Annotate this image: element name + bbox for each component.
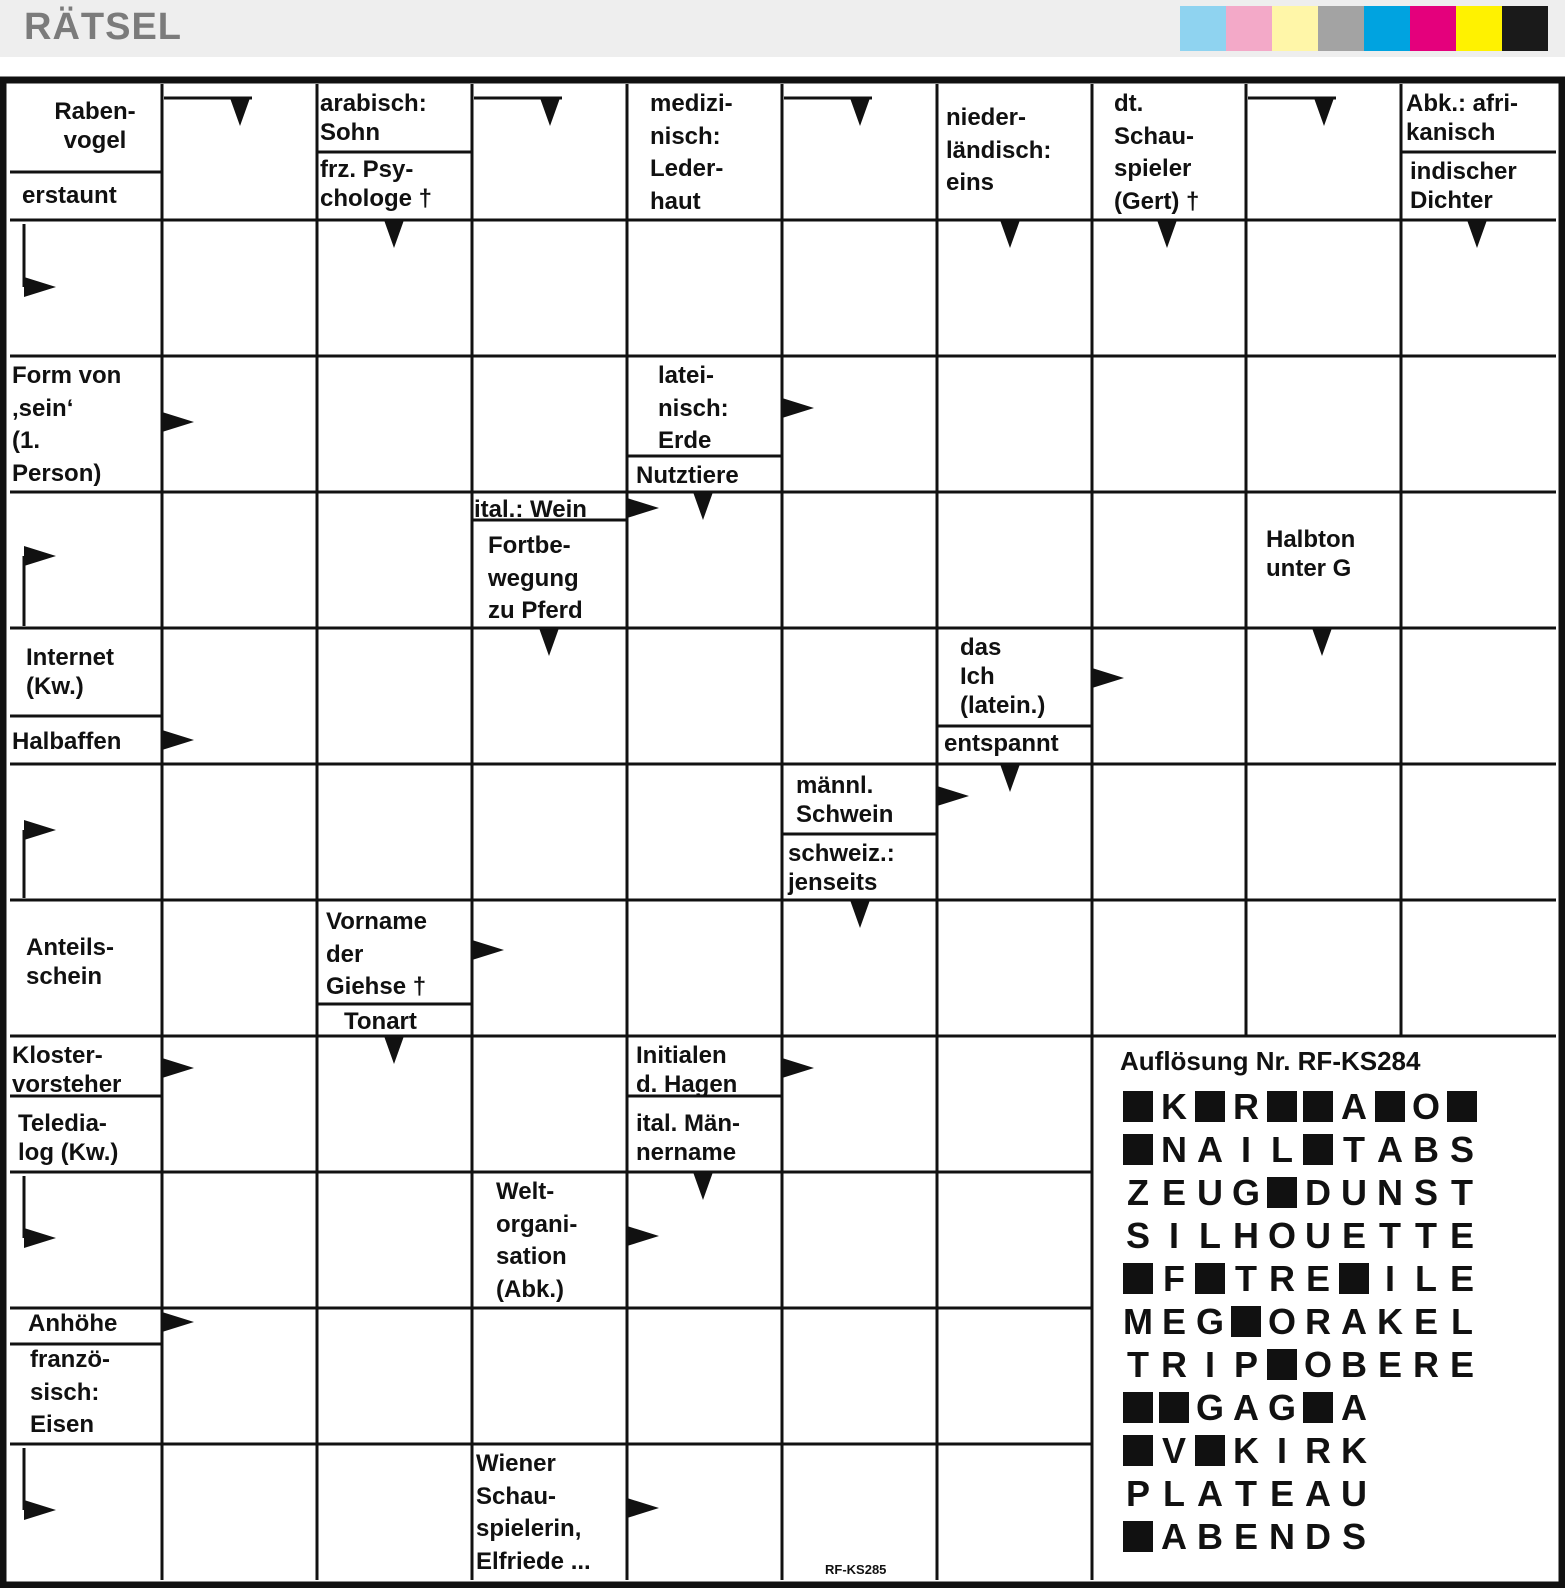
clue-c8 xyxy=(1406,90,1518,148)
arrow-down-icon xyxy=(850,98,870,126)
solution-row xyxy=(1120,1171,1480,1214)
solution-letter: R xyxy=(1269,1258,1295,1299)
solution-block xyxy=(1156,1386,1192,1429)
clue-line: Eisen xyxy=(30,1411,95,1439)
clue-line: spielerin, xyxy=(476,1515,582,1543)
solution-letter: U xyxy=(1197,1172,1223,1213)
clue-line: sisch: xyxy=(30,1378,100,1406)
solution-letter: G xyxy=(1195,1301,1224,1342)
solution-letter: T xyxy=(1235,1258,1257,1299)
solution-letter: T xyxy=(1451,1172,1473,1213)
clue-c24 xyxy=(344,1008,417,1037)
solution-block xyxy=(1228,1300,1264,1343)
page-title: RÄTSEL xyxy=(24,6,182,48)
solution-letter: E xyxy=(1377,1344,1402,1385)
clue-line: vorsteher xyxy=(12,1070,122,1098)
solution-letter: E xyxy=(1449,1344,1474,1385)
clue-line: vogel xyxy=(63,126,127,154)
solution-letter: I xyxy=(1204,1344,1215,1385)
solution-letter: L xyxy=(1415,1258,1437,1299)
clue-c12 xyxy=(636,462,739,491)
clue-line: schweiz.: xyxy=(788,840,895,867)
clue-line: frz. Psy- xyxy=(320,156,414,183)
solution-block xyxy=(1444,1085,1480,1128)
clue-c11 xyxy=(658,360,729,458)
solution-panel xyxy=(1120,1046,1480,1558)
arrow-down-icon xyxy=(384,1036,404,1064)
clue-c18 xyxy=(960,634,1045,720)
clue-c31 xyxy=(30,1344,110,1442)
solution-letter: D xyxy=(1305,1172,1331,1213)
arrow-down-icon xyxy=(1000,764,1020,792)
solution-row xyxy=(1120,1386,1480,1429)
solution-letter: T xyxy=(1235,1473,1257,1514)
clue-c26 xyxy=(18,1110,118,1168)
clue-line: unter G xyxy=(1266,554,1352,582)
clue-c19 xyxy=(944,730,1059,759)
clue-line: spieler xyxy=(1114,155,1192,183)
clue-line: Halbaffen xyxy=(12,728,122,755)
clue-c4 xyxy=(320,156,432,214)
solution-row xyxy=(1120,1429,1480,1472)
arrow-right-icon xyxy=(162,1312,194,1332)
black-square-icon xyxy=(1123,1392,1153,1423)
black-square-icon xyxy=(1303,1091,1333,1122)
solution-letter: R xyxy=(1305,1430,1331,1471)
clue-line: Erde xyxy=(658,427,712,455)
arrow-down-icon xyxy=(540,98,560,126)
clue-line: nername xyxy=(636,1138,737,1166)
clue-line: wegung xyxy=(488,564,579,592)
clue-c15 xyxy=(1266,526,1355,584)
clue-line: Vorname xyxy=(326,908,427,935)
clue-line: sation xyxy=(496,1243,567,1271)
solution-letter: B xyxy=(1341,1344,1367,1385)
clue-c16 xyxy=(26,644,114,702)
black-square-icon xyxy=(1375,1091,1405,1122)
clue-line: Elfriede ... xyxy=(476,1547,591,1575)
arrow-down-icon xyxy=(230,98,250,126)
clue-line: der xyxy=(326,940,364,968)
clue-line: entspannt xyxy=(944,730,1059,757)
solution-letter: I xyxy=(1240,1129,1251,1170)
clue-line: (Abk.) xyxy=(496,1275,564,1303)
clue-line: (latein.) xyxy=(960,691,1046,719)
clue-line: Raben- xyxy=(54,98,136,125)
clue-line: medizi- xyxy=(650,90,733,117)
arrow-down-icon xyxy=(1312,628,1332,656)
solution-letter: T xyxy=(1415,1215,1437,1256)
clue-c21 xyxy=(788,840,895,898)
solution-row xyxy=(1120,1214,1480,1257)
arrow-down-icon xyxy=(384,220,404,248)
black-square-icon xyxy=(1195,1263,1225,1294)
clue-c9 xyxy=(1410,158,1517,216)
arrow-right-icon xyxy=(24,820,56,840)
solution-letter: D xyxy=(1305,1516,1331,1557)
solution-letter: E xyxy=(1449,1215,1474,1256)
solution-row xyxy=(1120,1343,1480,1386)
solution-letter: M xyxy=(1123,1301,1153,1342)
solution-letter: E xyxy=(1161,1172,1186,1213)
clue-c25 xyxy=(12,1042,121,1100)
solution-letter: S xyxy=(1449,1129,1474,1170)
solution-row xyxy=(1120,1085,1480,1128)
clue-line: nieder- xyxy=(946,104,1027,131)
solution-block xyxy=(1300,1128,1336,1171)
arrow-right-icon xyxy=(1092,668,1124,688)
clue-c23 xyxy=(326,906,427,1004)
solution-letter: O xyxy=(1267,1215,1296,1256)
clue-line: Form von xyxy=(12,362,122,389)
black-square-icon xyxy=(1123,1134,1153,1165)
solution-letter: L xyxy=(1199,1215,1221,1256)
solution-letter: K xyxy=(1161,1086,1187,1127)
solution-letter: A xyxy=(1197,1473,1223,1514)
black-square-icon xyxy=(1123,1435,1153,1466)
clue-line: Dichter xyxy=(1410,186,1493,214)
clue-line: zu Pferd xyxy=(488,597,583,625)
black-square-icon xyxy=(1447,1091,1477,1122)
solution-letter: I xyxy=(1384,1258,1395,1299)
solution-block xyxy=(1336,1257,1372,1300)
solution-block xyxy=(1120,1386,1156,1429)
arrow-right-icon xyxy=(937,786,969,806)
clue-c10 xyxy=(12,360,121,491)
solution-block xyxy=(1300,1386,1336,1429)
clue-line: Schau- xyxy=(1114,122,1195,150)
solution-letter: G xyxy=(1267,1387,1296,1428)
clue-line: Person) xyxy=(12,459,102,487)
black-square-icon xyxy=(1231,1306,1261,1337)
clue-c13 xyxy=(474,496,587,525)
solution-block xyxy=(1120,1515,1156,1558)
solution-letter: B xyxy=(1197,1516,1223,1557)
solution-letter: Z xyxy=(1127,1172,1149,1213)
solution-letter: U xyxy=(1341,1473,1367,1514)
solution-block xyxy=(1264,1171,1300,1214)
clue-line: Tonart xyxy=(344,1008,417,1035)
solution-letter: A xyxy=(1341,1387,1367,1428)
clue-line: Giehse † xyxy=(326,973,427,1001)
solution-letter: R xyxy=(1413,1344,1439,1385)
solution-letter: L xyxy=(1163,1473,1185,1514)
clue-line: Anhöhe xyxy=(28,1310,118,1337)
arrow-right-icon xyxy=(162,1058,194,1078)
arrow-down-icon xyxy=(1000,220,1020,248)
clue-line: Nutztiere xyxy=(636,462,739,489)
clue-c1 xyxy=(30,98,160,156)
black-square-icon xyxy=(1303,1134,1333,1165)
clue-line: Initialen xyxy=(636,1042,727,1069)
puzzle-code: RF-KS285 xyxy=(825,1562,887,1577)
solution-row xyxy=(1120,1472,1480,1515)
clue-line: Wiener xyxy=(476,1450,556,1477)
clue-line: ‚sein‘ xyxy=(12,394,74,422)
clue-line: log (Kw.) xyxy=(18,1138,119,1166)
clue-line: jenseits xyxy=(788,868,878,896)
clue-line: schein xyxy=(26,962,103,990)
solution-letter: K xyxy=(1233,1430,1259,1471)
clue-line: (Gert) † xyxy=(1114,187,1200,215)
solution-letter: A xyxy=(1161,1516,1187,1557)
solution-row xyxy=(1120,1300,1480,1343)
clue-line: männl. xyxy=(796,772,874,799)
solution-letter: V xyxy=(1161,1430,1186,1471)
clue-line: ital. Män- xyxy=(636,1110,741,1137)
solution-block xyxy=(1264,1085,1300,1128)
arrow-right-icon xyxy=(24,546,56,566)
solution-letter: U xyxy=(1305,1215,1331,1256)
solution-letter: A xyxy=(1305,1473,1331,1514)
solution-letter: O xyxy=(1411,1086,1440,1127)
solution-letter: A xyxy=(1197,1129,1223,1170)
solution-letter: E xyxy=(1233,1516,1258,1557)
solution-letter: H xyxy=(1233,1215,1259,1256)
solution-letter: F xyxy=(1163,1258,1185,1299)
black-square-icon xyxy=(1267,1177,1297,1208)
solution-letter: A xyxy=(1341,1086,1367,1127)
clue-line: (1. xyxy=(12,427,41,455)
solution-letter: A xyxy=(1233,1387,1259,1428)
clue-c28 xyxy=(636,1110,740,1168)
clue-c3 xyxy=(320,90,427,148)
clue-line: Ich xyxy=(960,662,995,690)
solution-letter: T xyxy=(1127,1344,1149,1385)
solution-block xyxy=(1300,1085,1336,1128)
clue-c14 xyxy=(488,530,583,628)
solution-letter: N xyxy=(1161,1129,1187,1170)
solution-block xyxy=(1192,1257,1228,1300)
clue-line: haut xyxy=(650,187,701,215)
black-square-icon xyxy=(1195,1435,1225,1466)
solution-block xyxy=(1264,1343,1300,1386)
clue-line: arabisch: xyxy=(320,90,427,117)
clue-line: Internet xyxy=(26,644,115,671)
clue-c17 xyxy=(12,728,121,757)
arrow-down-icon xyxy=(1467,220,1487,248)
clue-line: ländisch: xyxy=(946,136,1052,164)
arrow-right-icon xyxy=(24,1228,56,1248)
clue-c27 xyxy=(636,1042,737,1100)
clue-line: (Kw.) xyxy=(26,672,84,700)
solution-letter: E xyxy=(1305,1258,1330,1299)
solution-title: Auflösung Nr. RF-KS284 xyxy=(1120,1046,1421,1076)
clue-line: kanisch xyxy=(1406,118,1496,146)
solution-grid xyxy=(1120,1085,1480,1558)
solution-letter: N xyxy=(1377,1172,1403,1213)
arrow-right-icon xyxy=(627,498,659,518)
solution-letter: P xyxy=(1233,1344,1258,1385)
solution-letter: R xyxy=(1305,1301,1331,1342)
clue-c29 xyxy=(496,1176,577,1307)
clue-c6 xyxy=(946,102,1051,200)
black-square-icon xyxy=(1267,1349,1297,1380)
clue-line: Welt- xyxy=(496,1178,555,1205)
solution-letter: O xyxy=(1267,1301,1296,1342)
clue-line: Fortbe- xyxy=(488,532,571,559)
clue-line: Schwein xyxy=(796,800,894,828)
arrow-right-icon xyxy=(472,940,504,960)
solution-letter: N xyxy=(1269,1516,1295,1557)
clue-line: organi- xyxy=(496,1210,578,1238)
arrow-right-icon xyxy=(627,1226,659,1246)
solution-letter: L xyxy=(1451,1301,1473,1342)
solution-block xyxy=(1120,1085,1156,1128)
arrow-right-icon xyxy=(24,277,56,297)
arrow-down-icon xyxy=(1314,98,1334,126)
solution-letter: R xyxy=(1233,1086,1259,1127)
arrow-right-icon xyxy=(162,412,194,432)
arrow-right-icon xyxy=(782,398,814,418)
clue-line: franzö- xyxy=(30,1346,110,1373)
solution-letter: I xyxy=(1276,1430,1287,1471)
solution-letter: S xyxy=(1341,1516,1366,1557)
clue-line: Abk.: afri- xyxy=(1406,90,1519,117)
clue-c2 xyxy=(22,182,117,211)
solution-letter: B xyxy=(1413,1129,1439,1170)
clue-c22 xyxy=(26,934,114,992)
black-square-icon xyxy=(1303,1392,1333,1423)
black-square-icon xyxy=(1123,1263,1153,1294)
clue-line: latei- xyxy=(658,362,715,389)
solution-letter: A xyxy=(1341,1301,1367,1342)
black-square-icon xyxy=(1267,1091,1297,1122)
clue-c30 xyxy=(28,1310,117,1339)
solution-block xyxy=(1120,1429,1156,1472)
solution-letter: T xyxy=(1379,1215,1401,1256)
clue-line: erstaunt xyxy=(22,182,117,209)
clue-line: nisch: xyxy=(658,394,729,422)
black-square-icon xyxy=(1123,1521,1153,1552)
solution-row xyxy=(1120,1128,1480,1171)
clue-line: nisch: xyxy=(650,122,721,150)
clue-c32 xyxy=(476,1448,591,1579)
clue-line: indischer xyxy=(1410,158,1517,185)
clue-line: d. Hagen xyxy=(636,1070,738,1098)
solution-block xyxy=(1120,1128,1156,1171)
arrow-down-icon xyxy=(539,628,559,656)
arrow-down-icon xyxy=(1157,220,1177,248)
solution-letter: S xyxy=(1413,1172,1438,1213)
solution-block xyxy=(1192,1085,1228,1128)
solution-block xyxy=(1192,1429,1228,1472)
clue-line: Anteils- xyxy=(26,934,115,961)
solution-letter: G xyxy=(1195,1387,1224,1428)
solution-letter: P xyxy=(1125,1473,1150,1514)
black-square-icon xyxy=(1195,1091,1225,1122)
solution-letter: E xyxy=(1161,1301,1186,1342)
clue-line: Schau- xyxy=(476,1482,557,1510)
clue-c5 xyxy=(650,88,733,219)
arrow-down-icon xyxy=(693,1172,713,1200)
clue-line: Teledia- xyxy=(18,1110,107,1137)
solution-letter: I xyxy=(1168,1215,1179,1256)
solution-letter: T xyxy=(1343,1129,1365,1170)
solution-letter: K xyxy=(1341,1430,1367,1471)
solution-block xyxy=(1372,1085,1408,1128)
clue-line: Kloster- xyxy=(12,1042,103,1069)
arrow-down-icon xyxy=(850,900,870,928)
clue-line: dt. xyxy=(1114,90,1144,117)
solution-letter: S xyxy=(1125,1215,1150,1256)
solution-row xyxy=(1120,1257,1480,1300)
clue-line: eins xyxy=(946,169,995,197)
solution-letter: R xyxy=(1161,1344,1187,1385)
clue-line: das xyxy=(960,634,1002,661)
clue-line: Halbton xyxy=(1266,526,1356,553)
arrow-down-icon xyxy=(693,492,713,520)
black-square-icon xyxy=(1339,1263,1369,1294)
black-square-icon xyxy=(1123,1091,1153,1122)
clue-line: chologe † xyxy=(320,184,433,212)
arrow-right-icon xyxy=(627,1498,659,1518)
solution-letter: A xyxy=(1377,1129,1403,1170)
arrow-right-icon xyxy=(162,730,194,750)
solution-letter: E xyxy=(1449,1258,1474,1299)
solution-letter: E xyxy=(1413,1301,1438,1342)
arrow-right-icon xyxy=(782,1058,814,1078)
solution-letter: O xyxy=(1303,1344,1332,1385)
solution-letter: K xyxy=(1377,1301,1403,1342)
clue-c7 xyxy=(1114,88,1199,219)
black-square-icon xyxy=(1159,1392,1189,1423)
solution-letter: G xyxy=(1231,1172,1260,1213)
solution-block xyxy=(1120,1257,1156,1300)
solution-row xyxy=(1120,1515,1480,1558)
solution-letter: E xyxy=(1341,1215,1366,1256)
arrow-right-icon xyxy=(24,1500,56,1520)
clue-line: Sohn xyxy=(320,118,380,146)
clue-c20 xyxy=(796,772,893,830)
clue-line: Leder- xyxy=(650,155,724,183)
solution-letter: U xyxy=(1341,1172,1367,1213)
solution-letter: L xyxy=(1271,1129,1293,1170)
solution-letter: E xyxy=(1269,1473,1294,1514)
clue-line: ital.: Wein xyxy=(474,496,587,523)
